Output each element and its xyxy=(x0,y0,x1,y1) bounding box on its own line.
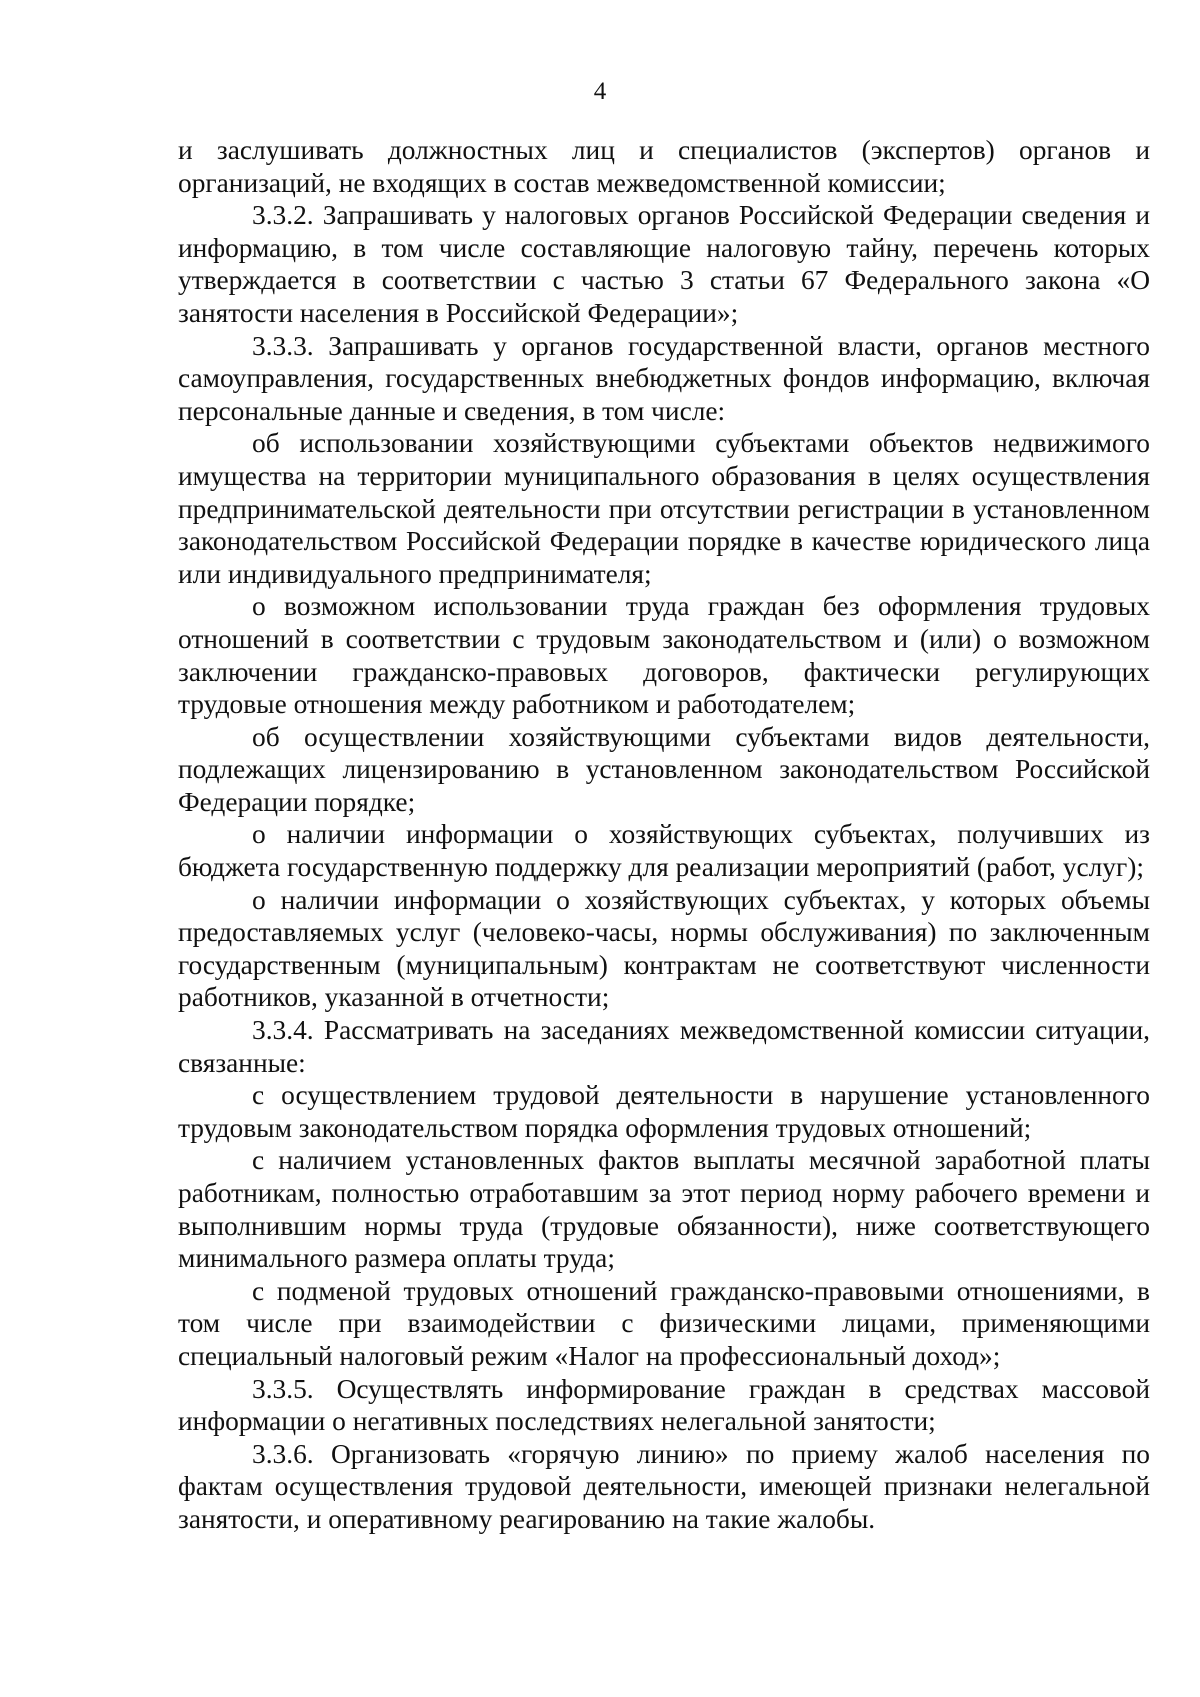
paragraph-labor-violation: с осуществлением трудовой деятельности в нарушение установленного трудовым законодательством порядка оформления трудовых отношений; xyxy=(178,1080,1150,1143)
paragraph-contract-volumes: о наличии информации о хозяйствующих субъектах, у которых объемы предоставляемых услуг (человеко-часы, нормы обслуживания) по заключенным государственным (муниципальным) контрактам не соответствуют численности работников, указанной в отчетности; xyxy=(178,884,1150,1013)
paragraph-civil-law-substitution: с подменой трудовых отношений гражданско-правовыми отношениями, в том числе при взаимодействии с физическими лицами, применяющими специальный налоговый режим «Налог на профессиональный доход»; xyxy=(178,1275,1150,1371)
page-number: 4 xyxy=(593,78,607,105)
paragraph-3-3-3: 3.3.3. Запрашивать у органов государственной власти, органов местного самоуправления, государственных внебюджетных фондов информацию, включая персональные данные и сведения, в том числе: xyxy=(178,330,1150,426)
paragraph-below-min-wage: с наличием установленных фактов выплаты месячной заработной платы работникам, полностью отработавшим за этот период норму рабочего времени и выполнившим нормы труда (трудовые обязанности), ниже соответствующего минимального размера оплаты труда; xyxy=(178,1145,1150,1274)
paragraph-3-3-5: 3.3.5. Осуществлять информирование граждан в средствах массовой информации о негативных последствиях нелегальной занятости; xyxy=(178,1373,1150,1437)
document-body xyxy=(178,134,1150,1536)
paragraph-labor-without-contract: о возможном использовании труда граждан без оформления трудовых отношений в соответствии с трудовым законодательством и (или) о возможном заключении гражданско-правовых договоров, фактически регулирующих трудовые отношения между работником и работодателем; xyxy=(178,591,1150,720)
paragraph-continuation: и заслушивать должностных лиц и специалистов (экспертов) органов и организаций, не входящих в состав межведомственной комиссии; xyxy=(178,135,1150,198)
paragraph-state-support: о наличии информации о хозяйствующих субъектах, получивших из бюджета государственную поддержку для реализации мероприятий (работ, услуг); xyxy=(178,819,1150,883)
paragraph-licensed-activities: об осуществлении хозяйствующими субъектами видов деятельности, подлежащих лицензированию в установленном законодательством Российской Федерации порядке; xyxy=(178,721,1150,817)
paragraph-real-estate-use: об использовании хозяйствующими субъектами объектов недвижимого имущества на территории муниципального образования в целях осуществления предпринимательской деятельности при отсутствии регистрации в установленном законодательством Российской Федерации порядке в качестве юридического лица или индивидуального предпринимателя; xyxy=(178,428,1150,589)
paragraph-3-3-4: 3.3.4. Рассматривать на заседаниях межведомственной комиссии ситуации, связанные: xyxy=(178,1015,1150,1078)
paragraph-3-3-2: 3.3.2. Запрашивать у налоговых органов Российской Федерации сведения и информацию, в том числе составляющие налоговую тайну, перечень которых утверждается в соответствии с частью 3 статьи 67 Федерального закона «О занятости населения в Российской Федерации»; xyxy=(178,200,1150,328)
paragraph-3-3-6: 3.3.6. Организовать «горячую линию» по приему жалоб населения по фактам осуществления трудовой деятельности, имеющей признаки нелегальной занятости, и оперативному реагированию на такие жалобы. xyxy=(178,1438,1150,1534)
